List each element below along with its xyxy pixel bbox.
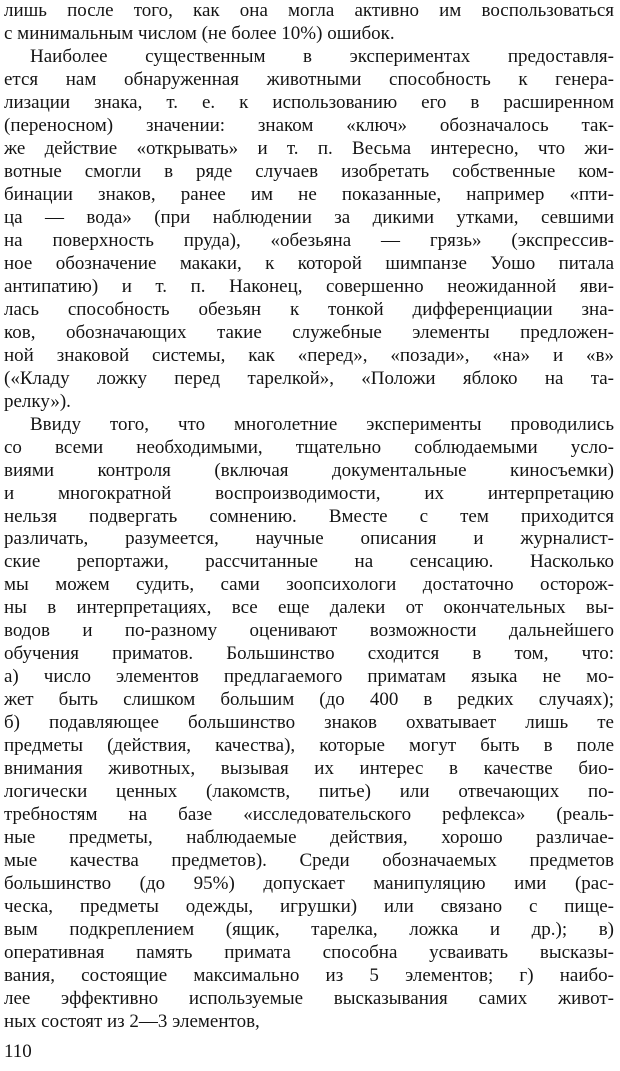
text-line: лизации знака, т. е. к использованию его в расширенном	[4, 91, 614, 113]
text-line: предметы (действия, качества), которые могут быть в поле	[4, 735, 614, 757]
text-line: лишь после того, как она могла активно им воспользоваться	[4, 0, 614, 21]
text-line: ное обозначение макаки, к которой шимпанзе Уошо питала	[4, 252, 614, 274]
text-line: же действие «открывать» и т. п. Весьма интересно, что жи-	[4, 137, 614, 159]
text-line: жет быть слишком большим (до 400 в редких случаях);	[4, 689, 614, 711]
text-line: мы можем судить, сами зоопсихологи достаточно осторож-	[4, 574, 614, 596]
text-line: вотные смогли в ряде случаев изобретать собственные ком-	[4, 160, 614, 182]
text-line: ные предметы, наблюдаемые действия, хорошо различае-	[4, 827, 614, 849]
text-line: ной знаковой системы, как «перед», «позади», «на» и «в»	[4, 344, 614, 366]
text-line: б) подавляющее большинство знаков охватывает лишь те	[4, 712, 614, 734]
text-line: внимания животных, вызывая их интерес в качестве био-	[4, 758, 614, 780]
text-line: виями контроля (включая документальные киносъемки)	[4, 459, 614, 481]
text-line: большинство (до 95%) допускает манипуляцию ими (рас-	[4, 873, 614, 895]
text-line: мые качества предметов). Среди обозначаемых предметов	[4, 850, 614, 872]
text-line: бинации знаков, ранее им не показанные, например «пти-	[4, 183, 614, 205]
text-line: (переносном) значении: знаком «ключ» обозначалось так-	[4, 114, 614, 136]
text-line: ны в интерпретациях, все еще далеки от окончательных вы-	[4, 597, 614, 619]
text-line: ется нам обнаруженная животными способность к генера-	[4, 68, 614, 90]
text-line: различать, разумеется, научные описания и журналист-	[4, 528, 614, 550]
text-line: лее эффективно используемые высказывания самих живот-	[4, 988, 614, 1010]
text-line: вания, состоящие максимально из 5 элементов; г) наибо-	[4, 965, 614, 987]
text-line: ческа, предметы одежды, игрушки) или связано с пище-	[4, 896, 614, 918]
text-line: логически ценных (лакомств, питье) или отвечающих по-	[4, 781, 614, 803]
text-line: со всеми необходимыми, тщательно соблюдаемыми усло-	[4, 436, 614, 458]
text-line: Наиболее существенным в экспериментах предоставля-	[30, 45, 614, 67]
text-line: ных состоят из 2—3 элементов,	[4, 1011, 260, 1033]
text-line: антипатию) и т. п. Наконец, совершенно неожиданной яви-	[4, 275, 614, 297]
text-line: водов и по-разному оценивают возможности дальнейшего	[4, 620, 614, 642]
text-line: и многократной воспроизводимости, их интерпретацию	[4, 482, 614, 504]
text-line: требностям на базе «исследовательского рефлекса» (реаль-	[4, 804, 614, 826]
text-line: а) число элементов предлагаемого приматам языка не мо-	[4, 666, 614, 688]
text-line: вым подкреплением (ящик, тарелка, ложка и др.); в)	[4, 919, 614, 941]
text-line: оперативная память примата способна усваивать высказы-	[4, 942, 614, 964]
text-line: ков, обозначающих такие служебные элементы предложен-	[4, 321, 614, 343]
text-line: на поверхность пруда), «обезьяна — грязь» (экспрессив-	[4, 229, 614, 251]
text-line: нельзя подвергать сомнению. Вместе с тем приходится	[4, 505, 614, 527]
text-line: лась способность обезьян к тонкой дифференциации зна-	[4, 298, 614, 320]
text-line: обучения приматов. Большинство сходится в том, что:	[4, 643, 614, 665]
text-line: с минимальным числом (не более 10%) ошибок.	[4, 22, 395, 44]
text-line: Ввиду того, что многолетние эксперименты проводились	[30, 413, 614, 435]
page-number: 110	[4, 1041, 32, 1062]
text-line: ца — вода» (при наблюдении за дикими утками, севшими	[4, 206, 614, 228]
text-line: релку»).	[4, 390, 71, 412]
text-line: («Кладу ложку перед тарелкой», «Положи яблоко на та-	[4, 367, 614, 389]
text-line: ские репортажи, рассчитанные на сенсацию. Насколько	[4, 551, 614, 573]
